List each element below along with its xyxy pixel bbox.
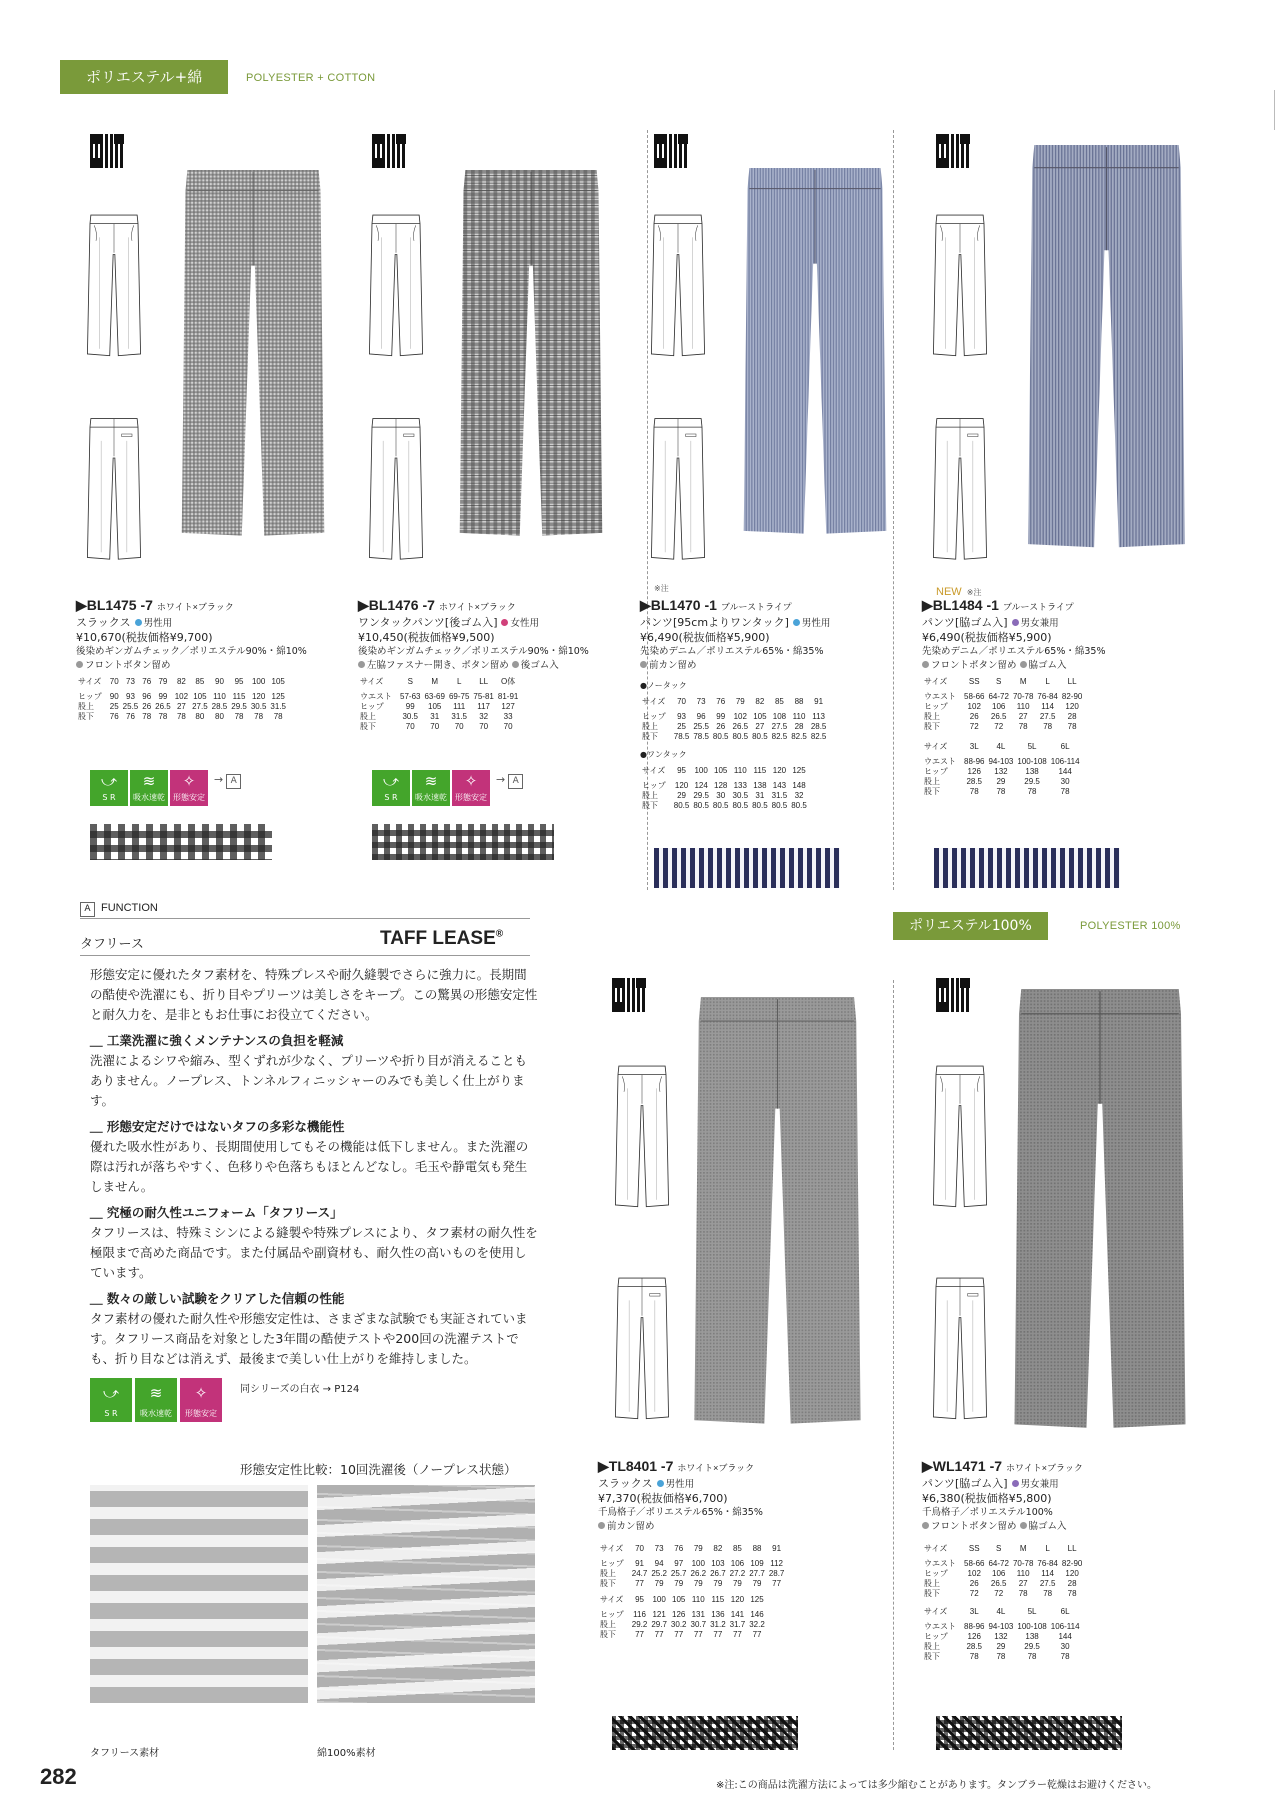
fabric-swatch-houndstooth bbox=[612, 1716, 798, 1750]
function-point-body: タフリースは、特殊ミシンによる縫製や特殊プレスにより、タフ素材の耐久性を極限まで高めた商品です。また付属品や副資材も、耐久性の高いものを使用しています。 bbox=[90, 1225, 538, 1280]
product-material: 千鳥格子／ポリエステル100% bbox=[922, 1507, 1053, 1518]
function-body bbox=[90, 965, 538, 1375]
compare-image-taff bbox=[90, 1485, 308, 1703]
qr-code-icon bbox=[654, 134, 688, 168]
sr-icon: ⤻ bbox=[382, 772, 400, 790]
quick-dry-badge: ≋ 吸水速乾 bbox=[135, 1378, 177, 1422]
shape-stable-badge: ✧ 形態安定 bbox=[180, 1378, 222, 1422]
gender-dot-icon bbox=[1012, 619, 1019, 626]
function-point-title: ＿ 究極の耐久性ユニフォーム「タフリース」 bbox=[90, 1205, 343, 1220]
qr-code-icon bbox=[936, 978, 970, 1012]
product-card-bl1476 bbox=[358, 597, 598, 732]
feature-dot-icon bbox=[598, 1522, 605, 1529]
front-sketch-icon bbox=[84, 182, 144, 387]
pants-photo-wl1471 bbox=[1010, 970, 1190, 1440]
compare-title: 形態安定性比較：10回洗濯後（ノープレス状態） bbox=[240, 1462, 517, 1477]
size-table: サイズ 70 73 76 79 82 85 88 91 ヒップ 93 96 99 102 105 108 110 113 股上 25 25.5 26 26.5 27 27.5 28 28.5 股下 78.5 78.5 80.5 80.5 80.5 82.5 82.5 82.5 bbox=[642, 697, 827, 741]
product-card-bl1484 bbox=[922, 597, 1162, 797]
product-material: 後染めギンガムチェック／ポリエステル90%・綿10% bbox=[358, 646, 589, 657]
feature-dot-icon bbox=[1020, 1522, 1027, 1529]
compare-image-cotton bbox=[317, 1485, 535, 1703]
product-card-bl1470 bbox=[640, 597, 880, 811]
sr-badge: ⤻ S R bbox=[90, 770, 128, 806]
function-point-title: ＿ 数々の厳しい試験をクリアした信頼の性能 bbox=[90, 1291, 345, 1306]
front-sketch-icon bbox=[648, 182, 708, 387]
column-divider bbox=[893, 130, 894, 890]
function-point-body: 優れた吸水性があり、長期間使用してもその機能は低下しません。また洗濯の際は汚れが落ちやすく、色移りや色落ちもほとんどなし。毛玉や静電気も発生しません。 bbox=[90, 1139, 529, 1194]
product-price: ¥6,380(税抜価格¥5,800) bbox=[922, 1492, 1052, 1505]
back-sketch-icon bbox=[84, 388, 144, 588]
function-point-body: タフ素材の優れた耐久性や形態安定性は、さまざまな試験でも実証されています。タフリース商品を対象とした3年間の酷使テストや200回の洗濯テストでも、折り目などは消えず、最後まで美しい仕上がりを維持しました。 bbox=[90, 1311, 528, 1366]
product-name: パンツ[脇ゴム入] 男女兼用 bbox=[922, 616, 1059, 629]
size-table: サイズ 70 73 76 79 82 85 90 95 100 105 ヒップ 90 93 96 99 102 105 110 115 120 125 股上 25 25.5 26 26.5 27 27.5 28.5 29.5 30.5 31.5 股下 76 76 78 78 78 80 80 78 78 78 bbox=[78, 677, 286, 721]
product-code: ▶TL8401 -7 ホワイト×ブラック bbox=[598, 1458, 755, 1474]
shape-stable-badge: ✧ 形態安定 bbox=[452, 770, 490, 806]
product-feature: フロントボタン留め 脇ゴム入 bbox=[922, 659, 1162, 673]
size-table: サイズ 3L 4L 5L 6L ウエスト 88-96 94-103 100-108 106-114 ヒップ 126 132 138 144 股上 28.5 29 29.5 30 股下 78 78 78 78 bbox=[924, 1607, 1080, 1661]
size-table: サイズ 70 73 76 79 82 85 88 91 ヒップ 91 94 97 100 103 106 109 112 股上 24.7 25.2 25.7 26.2 26.7 27.2 27.7 28.7 股下 77 79 79 79 79 79 79 77 bbox=[600, 1544, 785, 1588]
gender-dot-icon bbox=[1012, 1480, 1019, 1487]
new-label: NEW ※注 bbox=[936, 586, 982, 598]
front-sketch-icon bbox=[612, 1028, 672, 1243]
product-material: 先染めデニム／ポリエステル65%・綿35% bbox=[922, 646, 1106, 657]
product-code: ▶BL1470 -1 ブルーストライプ bbox=[640, 597, 792, 613]
product-name: スラックス 男性用 bbox=[76, 616, 173, 629]
function-intro: 形態安定に優れたタフ素材を、特殊プレスや耐久縫製でさらに強力に。長期間の酷使や洗濯にも、折り目やプリーツは美しさをキープ。この驚異の形態安定性と耐久力を、是非ともお仕事にお役立てください。 bbox=[90, 967, 538, 1022]
compare-label-right: 綿100%素材 bbox=[317, 1748, 376, 1759]
wave-icon: ≋ bbox=[149, 1384, 163, 1402]
shape-icon: ✧ bbox=[464, 772, 478, 790]
series-note: 同シリーズの白衣 → P124 bbox=[240, 1384, 360, 1395]
fabric-swatch-houndstooth bbox=[936, 1716, 1122, 1750]
size-table: サイズ 95 100 105 110 115 120 125 ヒップ 120 124 128 133 138 143 148 股上 29 29.5 30 30.5 31 31.5 32 股下 80.5 80.5 80.5 80.5 80.5 80.5 80.5 bbox=[642, 766, 807, 810]
feature-dot-icon bbox=[76, 661, 83, 668]
section-header-poly100 bbox=[893, 912, 1048, 940]
pants-photo-tl8401 bbox=[690, 972, 865, 1442]
product-code: ▶BL1475 -7 ホワイト×ブラック bbox=[76, 597, 234, 613]
product-feature: フロントボタン留め 脇ゴム入 bbox=[922, 1520, 1162, 1534]
section-label: ポリエステル100% bbox=[909, 918, 1032, 934]
product-price: ¥6,490(税抜価格¥5,900) bbox=[922, 631, 1052, 644]
sr-badge: ⤻ S R bbox=[372, 770, 410, 806]
product-code: ▶BL1476 -7 ホワイト×ブラック bbox=[358, 597, 516, 613]
function-rule bbox=[80, 918, 530, 919]
page-number: 282 bbox=[40, 1764, 77, 1789]
feature-dot-icon bbox=[922, 1522, 929, 1529]
product-name: スラックス 男性用 bbox=[598, 1477, 695, 1490]
size-table: サイズ 95 100 105 110 115 120 125 ヒップ 116 121 126 131 136 141 146 股上 29.2 29.7 30.2 30.7 31.2 31.7 32.2 股下 77 77 77 77 77 77 77 bbox=[600, 1595, 765, 1639]
product-material: 千鳥格子／ポリエステル65%・綿35% bbox=[598, 1507, 763, 1518]
product-note-mark: ※注 bbox=[654, 584, 669, 593]
pants-photo-bl1470 bbox=[740, 128, 890, 568]
product-material: 先染めデニム／ポリエステル65%・綿35% bbox=[640, 646, 824, 657]
shape-icon: ✧ bbox=[182, 772, 196, 790]
feature-dot-icon bbox=[640, 661, 647, 668]
pants-photo-bl1484 bbox=[1024, 128, 1189, 558]
sr-icon: ⤻ bbox=[100, 772, 118, 790]
gender-dot-icon bbox=[135, 619, 142, 626]
product-name: パンツ[脇ゴム入] 男女兼用 bbox=[922, 1477, 1059, 1490]
qr-code-icon bbox=[612, 978, 646, 1012]
function-badges bbox=[90, 770, 290, 806]
feature-dot-icon bbox=[358, 661, 365, 668]
qr-code-icon bbox=[372, 134, 406, 168]
product-code: ▶BL1484 -1 ブルーストライプ bbox=[922, 597, 1074, 613]
quick-dry-badge: ≋ 吸水速乾 bbox=[130, 770, 168, 806]
sr-badge: ⤻ S R bbox=[90, 1378, 132, 1422]
back-sketch-icon bbox=[930, 388, 990, 588]
feature-dot-icon bbox=[512, 661, 519, 668]
fabric-swatch-stripe bbox=[934, 848, 1120, 888]
compare-label-left: タフリース素材 bbox=[90, 1748, 160, 1759]
shape-stable-badge: ✧ 形態安定 bbox=[170, 770, 208, 806]
product-price: ¥10,450(税抜価格¥9,500) bbox=[358, 631, 495, 644]
product-card-wl1471 bbox=[922, 1458, 1162, 1662]
gender-dot-icon bbox=[501, 619, 508, 626]
footer-note: ※注:この商品は洗濯方法によっては多少縮むことがあります。タンブラー乾燥はお避けください。 bbox=[716, 1780, 1157, 1791]
fabric-swatch-stripe bbox=[654, 848, 840, 888]
table-subheading: ●ワンタック bbox=[640, 750, 687, 759]
edge-line bbox=[1274, 90, 1275, 130]
product-feature: 前カン留め bbox=[640, 659, 880, 673]
function-point-title: ＿ 形態安定だけではないタフの多彩な機能性 bbox=[90, 1119, 345, 1134]
fabric-swatch-check bbox=[372, 824, 554, 860]
section-label-en: POLYESTER 100% bbox=[1080, 920, 1181, 932]
back-sketch-icon bbox=[366, 388, 426, 588]
qr-code-icon bbox=[936, 134, 970, 168]
product-name: ワンタックパンツ[後ゴム入] 女性用 bbox=[358, 616, 539, 629]
function-title-jp: タフリース bbox=[80, 937, 144, 952]
size-table: サイズ S M L LL O体 ウエスト 57-63 63-69 69-75 75-81 81-91 ヒップ 99 105 111 117 127 股上 30.5 31 31.5 32 33 股下 70 70 70 70 70 bbox=[360, 677, 519, 731]
function-badges bbox=[372, 770, 572, 806]
function-point-title: ＿ 工業洗濯に強くメンテナンスの負担を軽減 bbox=[90, 1033, 344, 1048]
product-code: ▶WL1471 -7 ホワイト×ブラック bbox=[922, 1458, 1083, 1474]
quick-dry-badge: ≋ 吸水速乾 bbox=[412, 770, 450, 806]
pants-photo-bl1476 bbox=[456, 130, 606, 570]
function-rule bbox=[80, 955, 530, 956]
front-sketch-icon bbox=[366, 182, 426, 387]
back-sketch-icon bbox=[612, 1240, 672, 1455]
feature-dot-icon bbox=[922, 661, 929, 668]
product-feature: 前カン留め bbox=[598, 1520, 838, 1534]
front-sketch-icon bbox=[930, 182, 990, 387]
section-label: ポリエステル+綿 bbox=[86, 68, 203, 86]
function-heading: A FUNCTION bbox=[80, 901, 158, 917]
product-name: パンツ[95cmよりワンタック] 男性用 bbox=[640, 616, 831, 629]
wave-icon: ≋ bbox=[424, 772, 438, 790]
product-card-bl1475 bbox=[76, 597, 316, 722]
sr-icon: ⤻ bbox=[102, 1384, 120, 1402]
back-sketch-icon bbox=[648, 388, 708, 588]
size-table: サイズ 3L 4L 5L 6L ウエスト 88-96 94-103 100-108 106-114 ヒップ 126 132 138 144 股上 28.5 29 29.5 30 股下 78 78 78 78 bbox=[924, 742, 1080, 796]
size-table: サイズ SS S M L LL ウエスト 58-66 64-72 70-78 76-84 82-90 ヒップ 102 106 110 114 120 股上 26 26.5 27 27.5 28 股下 72 72 78 78 78 bbox=[924, 1544, 1083, 1598]
gender-dot-icon bbox=[793, 619, 800, 626]
section-label-en: POLYESTER + COTTON bbox=[246, 72, 376, 84]
function-point-body: 洗濯によるシワや縮み、型くずれが少なく、プリーツや折り目が消えることもありません。ノープレス、トンネルフィニッシャーのみでも美しく仕上がります。 bbox=[90, 1053, 528, 1108]
fabric-swatch-gingham bbox=[90, 824, 272, 860]
feature-dot-icon bbox=[1020, 661, 1027, 668]
product-feature: フロントボタン留め bbox=[76, 659, 316, 673]
function-ref: → A bbox=[496, 773, 523, 789]
table-subheading: ●ノータック bbox=[640, 681, 687, 690]
size-table: サイズ SS S M L LL ウエスト 58-66 64-72 70-78 76-84 82-90 ヒップ 102 106 110 114 120 股上 26 26.5 27 27.5 28 股下 72 72 78 78 78 bbox=[924, 677, 1083, 731]
function-title-en: TAFF LEASE® bbox=[380, 928, 504, 949]
wave-icon: ≋ bbox=[142, 772, 156, 790]
back-sketch-icon bbox=[930, 1240, 990, 1455]
product-feature: 左脇ファスナー開き、ボタン留め 後ゴム入 bbox=[358, 659, 598, 673]
product-card-tl8401 bbox=[598, 1458, 838, 1640]
product-material: 後染めギンガムチェック／ポリエステル90%・綿10% bbox=[76, 646, 307, 657]
shape-icon: ✧ bbox=[194, 1384, 208, 1402]
product-price: ¥10,670(税抜価格¥9,700) bbox=[76, 631, 213, 644]
product-price: ¥6,490(税抜価格¥5,900) bbox=[640, 631, 770, 644]
function-ref: → A bbox=[214, 773, 241, 789]
front-sketch-icon bbox=[930, 1028, 990, 1243]
section-header-poly-cotton bbox=[60, 60, 228, 94]
column-divider bbox=[893, 980, 894, 1750]
gender-dot-icon bbox=[657, 1480, 664, 1487]
product-price: ¥7,370(税抜価格¥6,700) bbox=[598, 1492, 728, 1505]
qr-code-icon bbox=[90, 134, 124, 168]
pants-photo-bl1475 bbox=[178, 130, 328, 570]
